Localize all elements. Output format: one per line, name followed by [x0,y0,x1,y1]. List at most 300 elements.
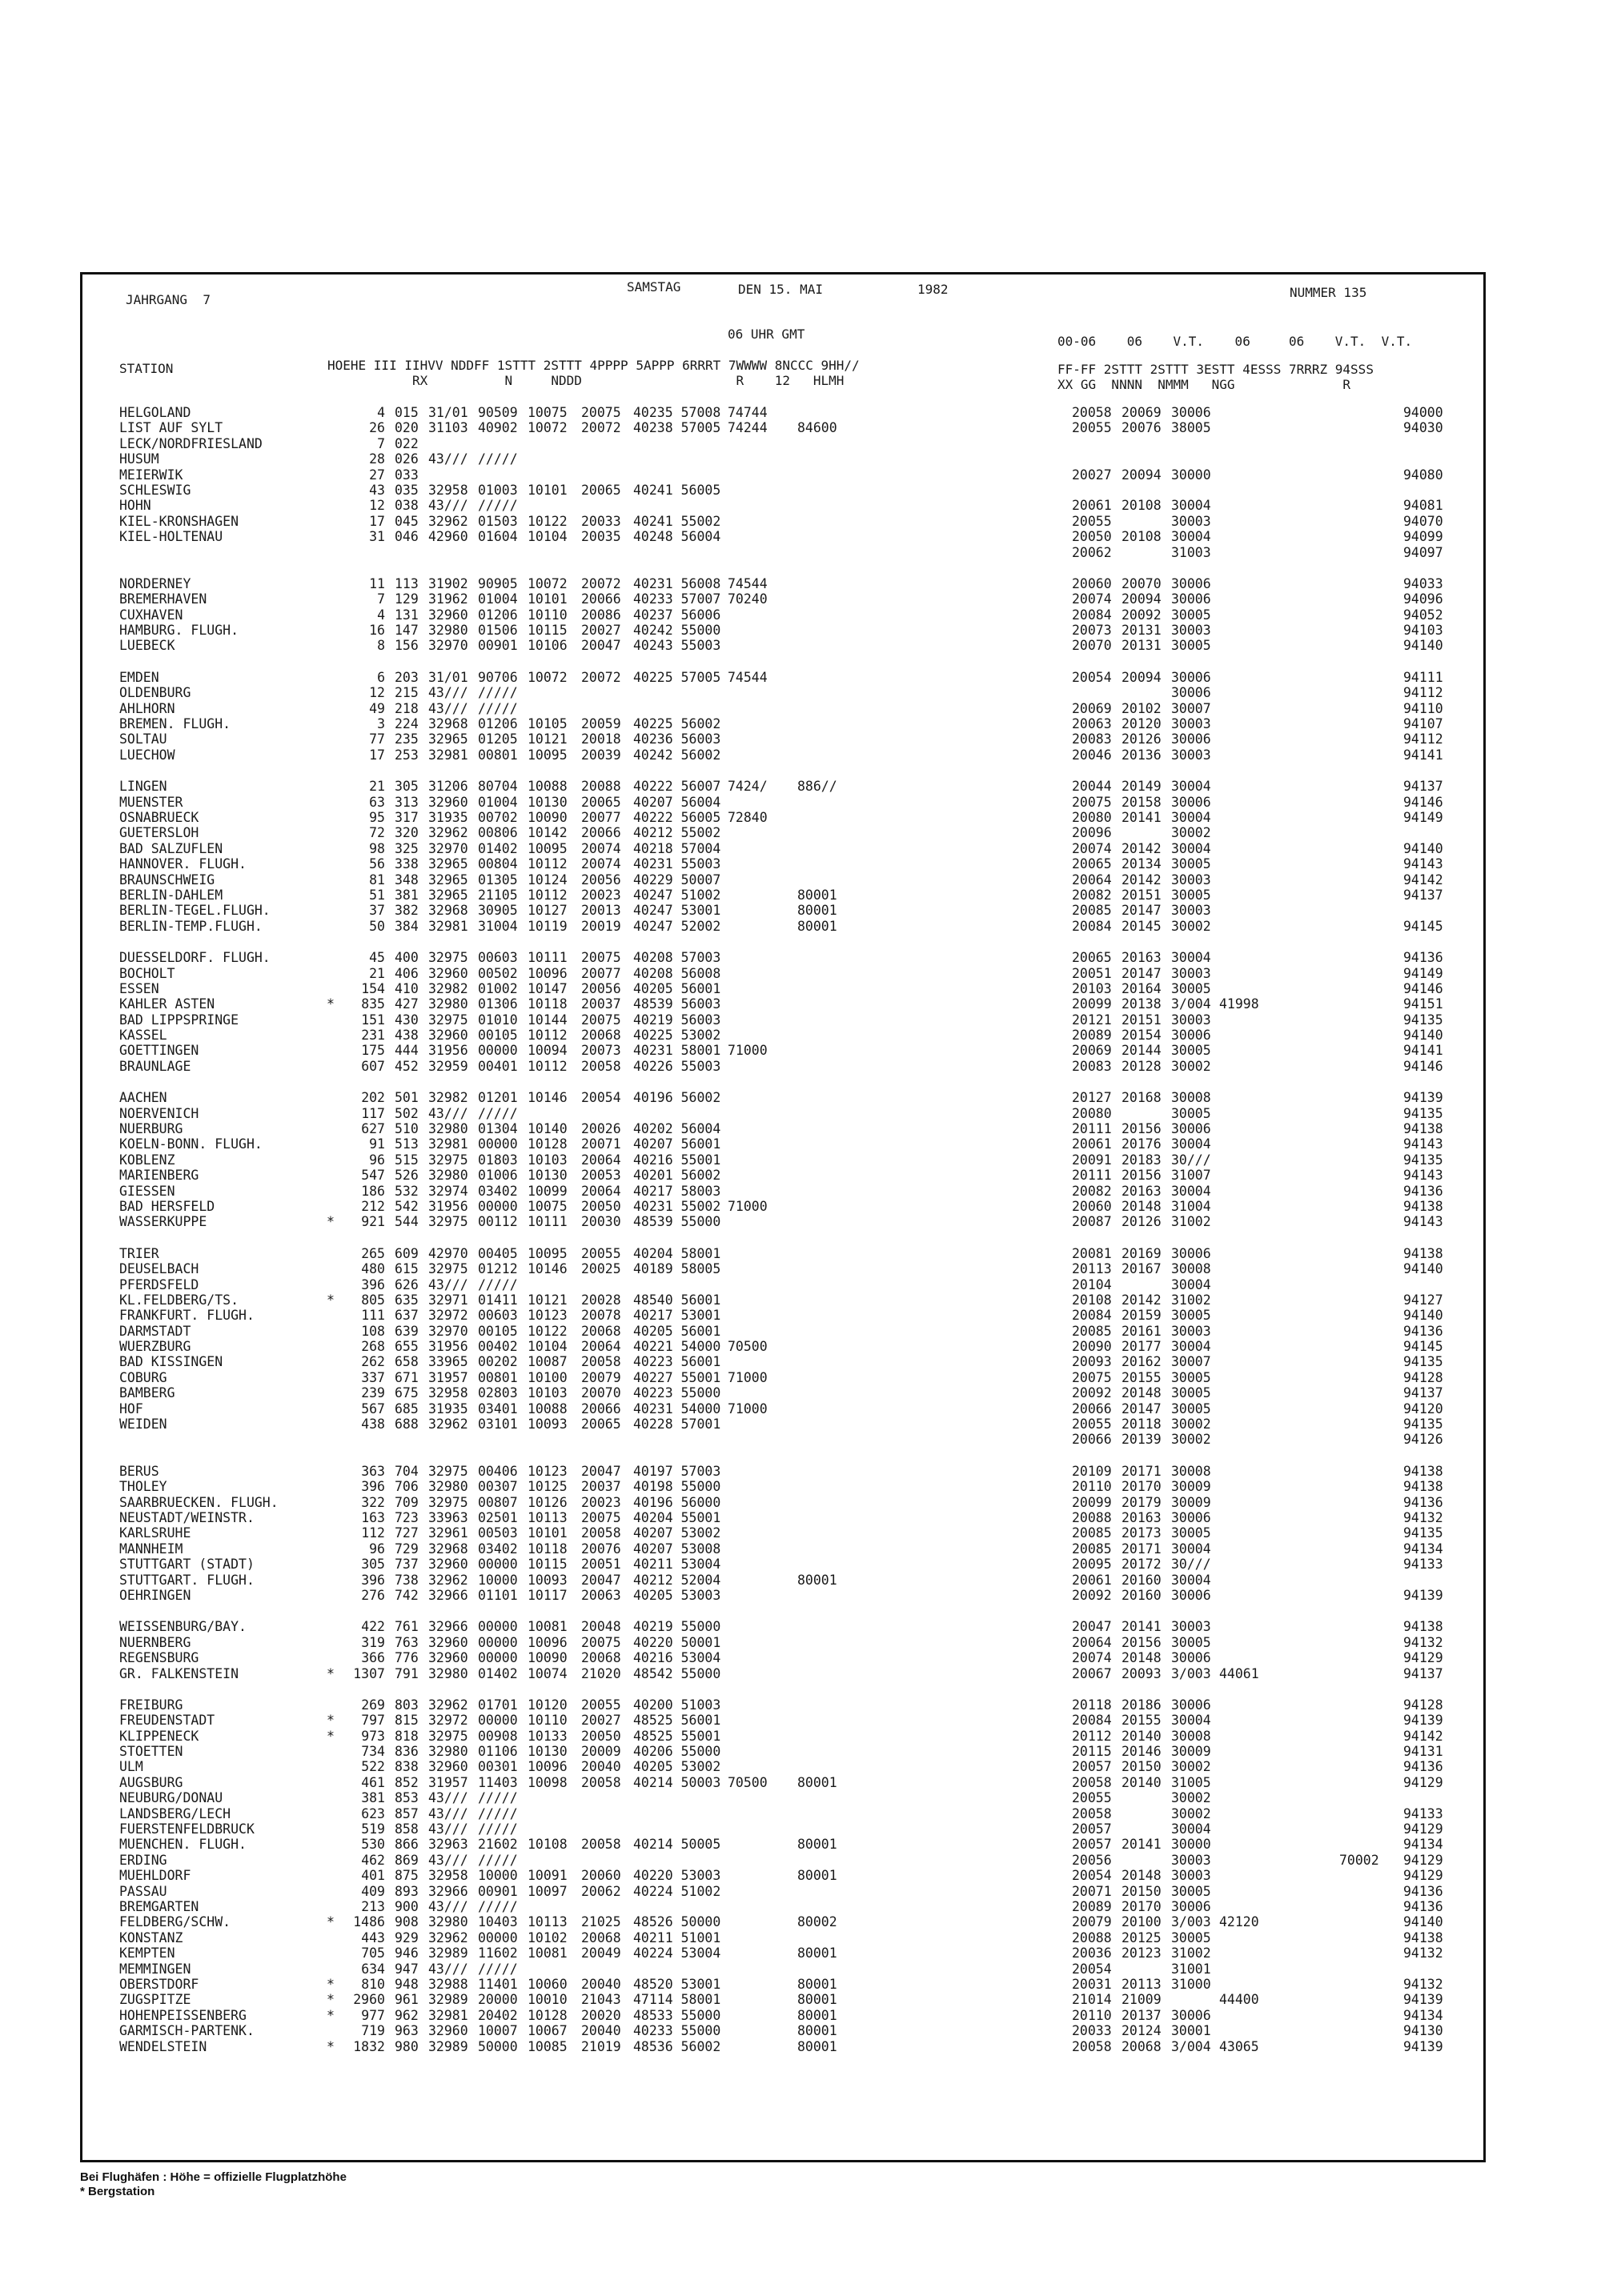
elevation: 202 [361,1090,385,1106]
table-row [82,1199,1483,1214]
group-nddff: 01206 [478,716,518,732]
group-nddff: 01411 [478,1292,518,1308]
table-row [82,1945,1483,1961]
station-index: 688 [395,1416,419,1432]
group-2sttt-max: 20177 [1122,1339,1162,1355]
station-name: OBERSTDORF [119,1976,199,1992]
group-iihvv: 32982 [428,980,468,996]
table-row [82,1525,1483,1541]
group-ff-ff: 20080 [1072,1105,1112,1121]
group-94sss: 94112 [1403,685,1443,701]
group-3estt: 30005 [1171,1385,1211,1401]
station-index: 147 [395,623,419,639]
group-94sss: 94140 [1403,1028,1443,1044]
group-pressure: 40229 50007 [633,872,721,888]
station-index: 015 [395,405,419,420]
group-iihvv: 32965 [428,872,468,888]
group-iihvv: 32965 [428,887,468,903]
group-3estt: 30008 [1171,1090,1211,1106]
group-nddff: 00807 [478,1494,518,1510]
group-pressure: 40231 58001 [633,1043,721,1059]
group-94sss: 94138 [1403,1929,1443,1945]
group-3estt: 30005 [1171,887,1211,903]
station-index: 675 [395,1385,419,1401]
group-2sttt: 20070 [581,1385,621,1401]
elevation: 37 [369,903,385,919]
group-iihvv: 32975 [428,1152,468,1168]
table-row [82,1884,1483,1899]
column-header-line-2: RX N NDDD R 12 HLMH [327,373,845,388]
table-row [82,1090,1483,1105]
station-index: 215 [395,685,419,701]
group-3estt: 30006 [1171,1028,1211,1044]
station-index: 709 [395,1494,419,1510]
group-8nccc: 80001 [797,1837,837,1853]
elevation: 231 [361,1028,385,1044]
footer-note-airports: Bei Flughäfen : Höhe = offizielle Flugplatzhöhe [80,2170,347,2184]
elevation: 977 [361,2007,385,2023]
group-3estt: 30006 [1171,405,1211,420]
group-1sttt: 10121 [528,1292,568,1308]
elevation: 262 [361,1354,385,1370]
group-1sttt: 10103 [528,1152,568,1168]
group-1sttt: 10088 [528,779,568,795]
elevation: 4 [377,405,385,420]
group-3estt: 30005 [1171,1525,1211,1541]
table-row [82,950,1483,965]
group-1sttt: 10097 [528,1883,568,1899]
station-index: 427 [395,996,419,1012]
group-ff-ff: 20058 [1072,405,1112,420]
station-index: 803 [395,1697,419,1713]
group-3estt: 30002 [1171,1432,1211,1448]
group-2sttt: 20062 [581,1883,621,1899]
group-pressure: 40204 55001 [633,1510,721,1525]
group-pressure: 40231 54000 [633,1400,721,1416]
group-2sttt-max: 20154 [1122,1028,1162,1044]
elevation: 627 [361,1121,385,1137]
group-7wwww: 70240 [728,591,768,607]
station-name: OLDENBURG [119,685,191,701]
group-iihvv: 32958 [428,482,468,498]
station-name: KLIPPENECK [119,1728,199,1744]
group-1sttt: 10095 [528,840,568,856]
station-group [82,950,1483,1074]
table-row [82,529,1483,544]
group-94sss: 94145 [1403,1339,1443,1355]
group-ff-ff: 20085 [1072,1323,1112,1339]
group-pressure: 40211 53004 [633,1557,721,1573]
group-8nccc: 886// [797,779,837,795]
station-index: 502 [395,1105,419,1121]
group-94sss: 94136 [1403,1883,1443,1899]
station-index: 410 [395,980,419,996]
group-94sss: 94126 [1403,1432,1443,1448]
group-2sttt-max: 20186 [1122,1697,1162,1713]
group-pressure: 40247 53001 [633,903,721,919]
group-nddff: 01101 [478,1587,518,1603]
group-ff-ff: 20055 [1072,420,1112,436]
group-3estt: 30003 [1171,1868,1211,1884]
group-2sttt-max: 20134 [1122,856,1162,872]
group-ff-ff: 20099 [1072,996,1112,1012]
group-3estt: 30000 [1171,1837,1211,1853]
mountain-marker: * [327,2038,335,2054]
station-name: WENDELSTEIN [119,2038,207,2054]
group-nddff: 01004 [478,794,518,810]
group-2sttt: 21019 [581,2038,621,2054]
group-nddff: ///// [478,1105,518,1121]
elevation: 43 [369,482,385,498]
group-nddff: 01506 [478,623,518,639]
observation-time: 06 UHR GMT [728,327,805,342]
elevation: 111 [361,1308,385,1324]
station-index: 382 [395,903,419,919]
group-2sttt-max: 20120 [1122,716,1162,732]
group-ff-ff: 20111 [1072,1121,1112,1137]
group-ff-ff: 21014 [1072,1992,1112,2008]
elevation: 56 [369,856,385,872]
station-name: NOERVENICH [119,1105,199,1121]
group-iihvv: 32960 [428,1759,468,1775]
group-pressure: 40217 58003 [633,1183,721,1199]
station-name: NUERNBERG [119,1634,191,1650]
station-name: KARLSRUHE [119,1525,191,1541]
table-row [82,405,1483,420]
group-3estt: 30006 [1171,2007,1211,2023]
group-2sttt-max: 20155 [1122,1369,1162,1385]
station-table [82,405,1483,2070]
group-2sttt-max: 20094 [1122,669,1162,685]
group-2sttt-max: 20140 [1122,1774,1162,1790]
station-index: 857 [395,1805,419,1821]
group-2sttt-max: 20163 [1122,950,1162,966]
group-2sttt-max: 20148 [1122,1650,1162,1666]
group-2sttt-max: 20151 [1122,887,1162,903]
group-iihvv: 32980 [428,1168,468,1184]
group-1sttt: 10093 [528,1572,568,1588]
group-ff-ff: 20089 [1072,1028,1112,1044]
group-nddff: 10403 [478,1914,518,1930]
group-nddff: 10007 [478,2023,518,2039]
table-row [82,1790,1483,1805]
group-1sttt: 10087 [528,1354,568,1370]
station-name: GUETERSLOH [119,825,199,841]
group-ff-ff: 20081 [1072,1245,1112,1261]
station-index: 947 [395,1961,419,1977]
station-group [82,1464,1483,1604]
group-2sttt: 20030 [581,1214,621,1230]
group-2sttt: 21025 [581,1914,621,1930]
group-7wwww: 7424/ [728,779,768,795]
group-2sttt: 20074 [581,856,621,872]
group-pressure: 40237 56006 [633,607,721,623]
group-3estt: 30003 [1171,623,1211,639]
table-row [82,514,1483,529]
group-2sttt: 20013 [581,903,621,919]
table-row [82,1261,1483,1276]
group-3estt: 30003 [1171,1619,1211,1635]
group-nddff: 80704 [478,779,518,795]
group-pressure: 40214 50005 [633,1837,721,1853]
group-ff-ff: 20058 [1072,2038,1112,2054]
group-iihvv: 32968 [428,716,468,732]
group-nddff: 40902 [478,420,518,436]
group-nddff: 10000 [478,1868,518,1884]
group-94sss: 94145 [1403,918,1443,934]
group-iihvv: 31103 [428,420,468,436]
group-ff-ff: 20071 [1072,1883,1112,1899]
elevation: 797 [361,1713,385,1729]
group-ff-ff: 20031 [1072,1976,1112,1992]
elevation: 607 [361,1058,385,1074]
group-7wwww: 70500 [728,1774,768,1790]
group-nddff: ///// [478,685,518,701]
station-name: STUTTGART. FLUGH. [119,1572,255,1588]
group-2sttt: 20058 [581,1525,621,1541]
group-3estt: 30005 [1171,1634,1211,1650]
group-iihvv: 31956 [428,1339,468,1355]
station-index: 253 [395,747,419,763]
group-pressure: 40228 57001 [633,1416,721,1432]
elevation: 363 [361,1463,385,1479]
station-name: ULM [119,1759,143,1775]
group-2sttt-max: 20136 [1122,747,1162,763]
station-name: BRAUNLAGE [119,1058,191,1074]
group-3estt: 30008 [1171,1728,1211,1744]
table-row [82,1136,1483,1152]
station-name: STUTTGART (STADT) [119,1557,255,1573]
station-name: OEHRINGEN [119,1587,191,1603]
elevation: 522 [361,1759,385,1775]
group-iihvv: 32962 [428,1416,468,1432]
group-3estt: 30002 [1171,1805,1211,1821]
station-name: PFERDSFELD [119,1276,199,1292]
group-94sss: 94138 [1403,1121,1443,1137]
group-ff-ff: 20085 [1072,1525,1112,1541]
group-7wwww: 71000 [728,1198,768,1214]
group-1sttt: 10118 [528,996,568,1012]
station-index: 875 [395,1868,419,1884]
group-ff-ff: 20089 [1072,1898,1112,1914]
group-pressure: 48539 56003 [633,996,721,1012]
group-1sttt: 10101 [528,1525,568,1541]
group-4esss: 42120 [1219,1914,1259,1930]
station-group [82,576,1483,654]
group-3estt: 30001 [1171,2023,1211,2039]
group-2sttt-max: 20146 [1122,1744,1162,1760]
group-pressure: 40207 53008 [633,1541,721,1557]
group-iihvv: 32981 [428,747,468,763]
station-name: HOF [119,1400,143,1416]
group-1sttt: 10081 [528,1619,568,1635]
group-2sttt-max: 20170 [1122,1898,1162,1914]
station-name: STOETTEN [119,1744,183,1760]
group-2sttt: 20023 [581,887,621,903]
group-94sss: 94133 [1403,1805,1443,1821]
group-iihvv: 32962 [428,1572,468,1588]
station-index: 400 [395,950,419,966]
report-number: NUMMER 135 [1290,285,1367,300]
group-2sttt: 20071 [581,1136,621,1152]
group-2sttt: 20056 [581,980,621,996]
elevation: 212 [361,1198,385,1214]
table-row [82,1184,1483,1199]
station-index: 671 [395,1369,419,1385]
group-2sttt-max: 20113 [1122,1976,1162,1992]
table-row [82,1308,1483,1323]
table-row [82,2008,1483,2023]
group-1sttt: 10122 [528,1323,568,1339]
group-1sttt: 10072 [528,669,568,685]
footer-note-mountain: * Bergstation [80,2185,155,2198]
group-iihvv: 32958 [428,1868,468,1884]
group-pressure: 40220 50001 [633,1634,721,1650]
group-iihvv: 32966 [428,1587,468,1603]
group-nddff: 00806 [478,825,518,841]
group-iihvv: 32958 [428,1385,468,1401]
station-index: 026 [395,451,419,467]
group-3estt: 30003 [1171,903,1211,919]
group-3estt: 30006 [1171,1121,1211,1137]
group-iihvv: 32975 [428,1728,468,1744]
group-pressure: 40219 56003 [633,1012,721,1028]
group-7wwww: 74544 [728,669,768,685]
group-2sttt: 20058 [581,1058,621,1074]
group-7wwww: 71000 [728,1400,768,1416]
group-94sss: 94137 [1403,1665,1443,1681]
group-2sttt-max: 20142 [1122,872,1162,888]
group-pressure: 40200 51003 [633,1697,721,1713]
group-1sttt: 10060 [528,1976,568,1992]
table-row [82,1354,1483,1369]
table-row [82,1277,1483,1292]
group-nddff: 01305 [478,872,518,888]
table-row [82,1573,1483,1588]
group-pressure: 40206 55000 [633,1744,721,1760]
group-1sttt: 10133 [528,1728,568,1744]
station-index: 532 [395,1183,419,1199]
table-row [82,903,1483,918]
group-ff-ff: 20057 [1072,1837,1112,1853]
table-row [82,1012,1483,1028]
group-iihvv: 43/// [428,700,468,716]
station-name: KOBLENZ [119,1152,175,1168]
station-name: SOLTAU [119,731,167,747]
group-nddff: ///// [478,1961,518,1977]
group-3estt: 30006 [1171,1650,1211,1666]
group-1sttt: 10108 [528,1837,568,1853]
group-iihvv: 43/// [428,1961,468,1977]
elevation: 396 [361,1572,385,1588]
elevation: 805 [361,1292,385,1308]
group-2sttt-max: 20126 [1122,731,1162,747]
group-94sss: 94142 [1403,1728,1443,1744]
group-7wwww: 70500 [728,1339,768,1355]
group-3estt: 31003 [1171,544,1211,560]
group-ff-ff: 20104 [1072,1276,1112,1292]
group-2sttt-max: 20108 [1122,498,1162,514]
group-1sttt: 10115 [528,1557,568,1573]
group-ff-ff: 20047 [1072,1619,1112,1635]
group-iihvv: 32980 [428,1479,468,1495]
station-index: 406 [395,965,419,981]
group-iihvv: 32962 [428,513,468,529]
group-94sss: 94136 [1403,1898,1443,1914]
station-name: NUERBURG [119,1121,183,1137]
group-nddff: 00603 [478,950,518,966]
table-row [82,1059,1483,1074]
station-name: KOELN-BONN. FLUGH. [119,1136,263,1152]
group-2sttt: 20060 [581,1868,621,1884]
station-index: 900 [395,1898,419,1914]
group-3estt: 30008 [1171,1463,1211,1479]
group-nddff: 01306 [478,996,518,1012]
group-94sss: 94138 [1403,1245,1443,1261]
group-nddff: 00502 [478,965,518,981]
group-3estt: 30006 [1171,1510,1211,1525]
group-1sttt: 10119 [528,918,568,934]
group-1sttt: 10146 [528,1090,568,1106]
elevation: 810 [361,1976,385,1992]
group-2sttt-max: 20160 [1122,1572,1162,1588]
group-nddff: 01106 [478,1744,518,1760]
group-94sss: 94140 [1403,1308,1443,1324]
group-iihvv: 32980 [428,1665,468,1681]
group-iihvv: 31956 [428,1043,468,1059]
group-iihvv: 32975 [428,1494,468,1510]
group-94sss: 94132 [1403,1976,1443,1992]
group-ff-ff: 20084 [1072,607,1112,623]
group-iihvv: 33965 [428,1354,468,1370]
group-iihvv: 32971 [428,1292,468,1308]
group-1sttt: 10099 [528,1183,568,1199]
group-3estt: 30006 [1171,685,1211,701]
table-row [82,685,1483,700]
group-pressure: 40225 53002 [633,1028,721,1044]
station-name: MUENSTER [119,794,183,810]
group-3estt: 30007 [1171,700,1211,716]
group-2sttt-max: 20094 [1122,467,1162,483]
elevation: 12 [369,498,385,514]
group-1sttt: 10125 [528,1479,568,1495]
group-94sss: 94112 [1403,731,1443,747]
group-2sttt: 20028 [581,1292,621,1308]
group-8nccc: 80001 [797,887,837,903]
group-2sttt: 20048 [581,1619,621,1635]
station-index: 515 [395,1152,419,1168]
station-name: LUECHOW [119,747,175,763]
group-2sttt-max: 20163 [1122,1510,1162,1525]
station-name: LECK/NORDFRIESLAND [119,435,263,451]
group-3estt: 30004 [1171,840,1211,856]
elevation: 98 [369,840,385,856]
group-nddff: 00000 [478,1198,518,1214]
group-ff-ff: 20060 [1072,575,1112,591]
group-1sttt: 10112 [528,887,568,903]
group-1sttt: 10072 [528,420,568,436]
station-index: 658 [395,1354,419,1370]
group-3estt: 30005 [1171,1043,1211,1059]
group-94sss: 94138 [1403,1479,1443,1495]
group-pressure: 40242 55000 [633,623,721,639]
group-94sss: 94135 [1403,1525,1443,1541]
table-row [82,498,1483,513]
station-index: 510 [395,1121,419,1137]
group-nddff: 00801 [478,1369,518,1385]
table-row [82,1821,1483,1837]
group-nddff: 11602 [478,1945,518,1961]
